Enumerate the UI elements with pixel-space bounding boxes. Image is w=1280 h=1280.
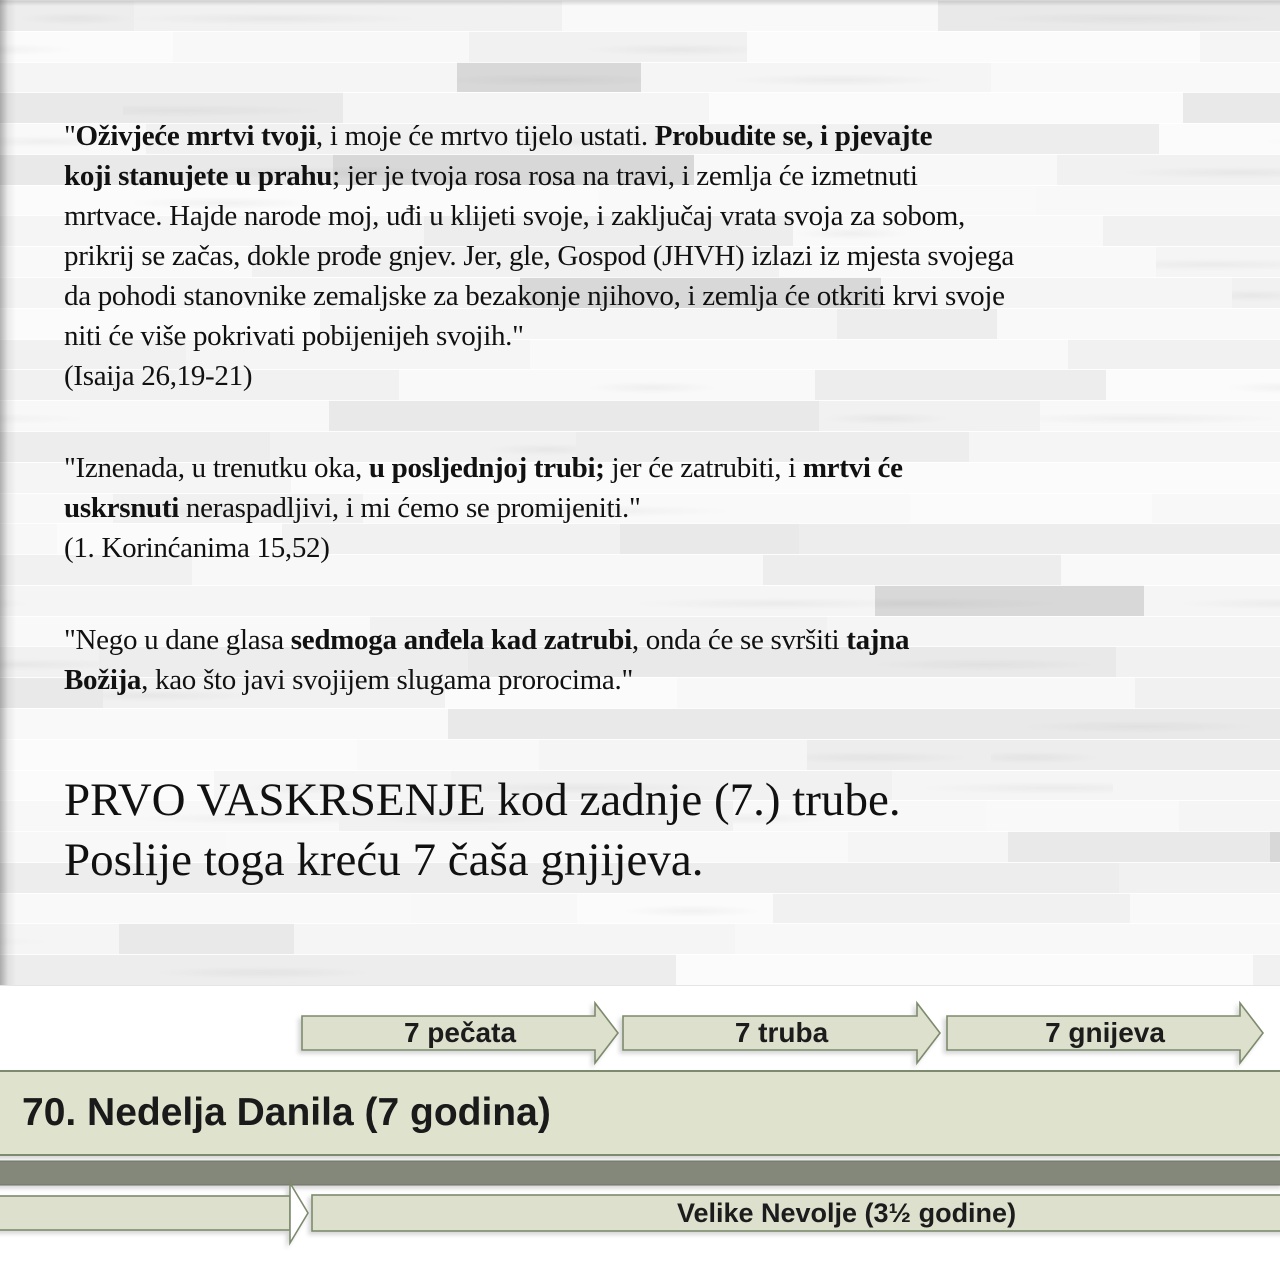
left-edge-shadow — [0, 0, 16, 985]
week-band-label: 70. Nedelja Danila (7 godina) — [22, 1091, 551, 1134]
top-edge-shadow — [0, 0, 1280, 6]
timeline-diagram — [0, 985, 1280, 1280]
tribulation-bar-label: Velike Nevolje (3½ godine) — [676, 1197, 1017, 1228]
quote-paragraph-corinthians: "Iznenada, u trenutku oka, u posljednjoj trubi; jer će zatrubiti, i mrtvi će uskrsnuti neraspadljivi, i mi ćemo se promijeniti." (1. Korinćanima 15,52) — [64, 452, 903, 564]
trumpets-arrow-label: 7 truba — [734, 1017, 829, 1048]
wood-plank-row — [0, 62, 1280, 94]
conclusion-heading — [64, 770, 901, 890]
wraths-arrow-label: 7 gnijeva — [1045, 1017, 1165, 1048]
quote-paragraph-isaiah: "Oživjeće mrtvi tvoji, i moje će mrtvo tijelo ustati. Probudite se, i pjevajte koji stanujete u prahu; jer je tvoja rosa rosa na travi, i zemlja će izmetnuti mrtvace. Hajde narode moj, uđi u klijeti svoje, i zaključaj vrata svoja za sobom, prikrij se začas, dokle prođe gnjev. Jer, gle, Gospod (JHVH) izlazi iz mjesta svojega da pohodi stanovnike zemaljske za bezakonje njihovo, i zemlja će otkriti krvi svoje niti će više pokrivati pobijenijeh svojih." (Isaija 26,19-21) — [64, 120, 1014, 392]
pre-tribulation-arrow-head — [290, 1183, 308, 1243]
heading-line-2: Poslije toga kreću 7 čaša gnjijeva. — [64, 834, 704, 886]
seals-arrow-label: 7 pečata — [403, 1017, 517, 1048]
gray-band-shape — [0, 1161, 1280, 1185]
pre-tribulation-arrow-body — [0, 1196, 290, 1230]
wood-plank-row — [0, 31, 1280, 63]
quote-paragraph-revelation: "Nego u dane glasa sedmoga anđela kad zatrubi, onda će se svršiti tajna Božija, kao što javi svojijem slugama prorocima." — [64, 624, 910, 696]
scripture-text-block — [64, 116, 1280, 700]
wood-plank-row — [0, 708, 1280, 740]
heading-line-1: PRVO VASKRSENJE kod zadnje (7.) trube. — [64, 774, 901, 826]
wood-plank-row — [0, 893, 1280, 925]
wood-plank-row — [0, 739, 1280, 771]
wood-plank-row — [0, 954, 1280, 986]
wood-plank-row — [0, 923, 1280, 955]
